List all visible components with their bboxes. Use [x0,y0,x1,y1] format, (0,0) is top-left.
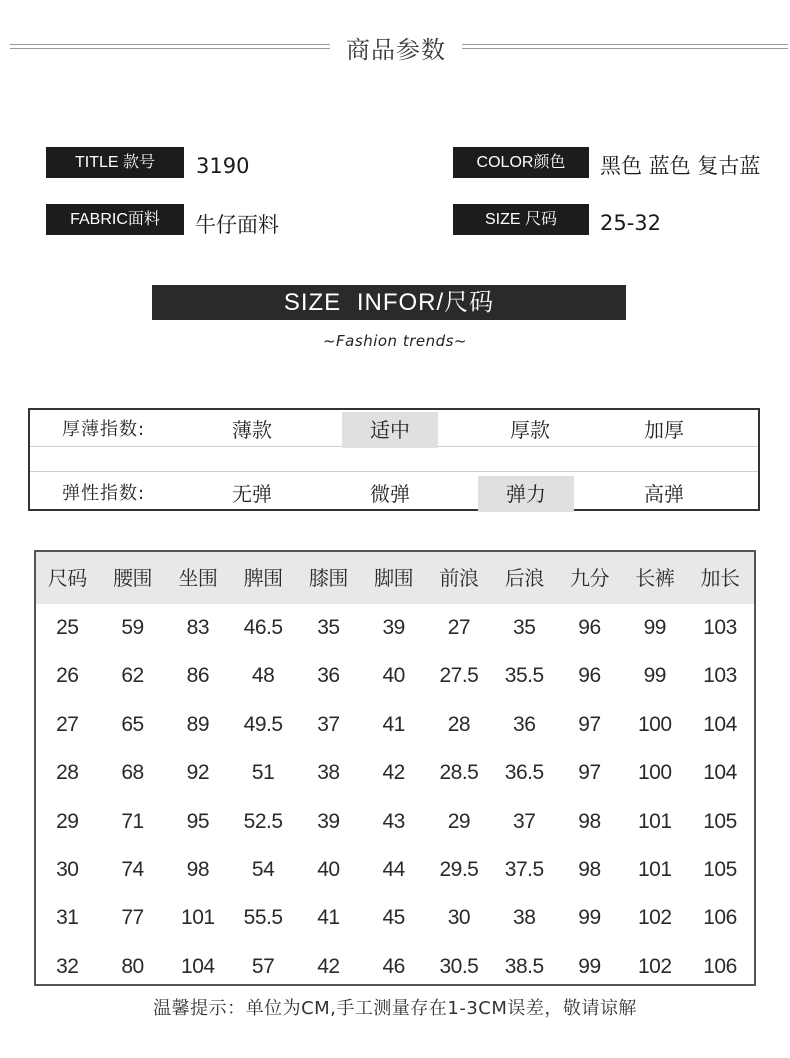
table-cell: 102 [637,906,672,930]
table-cell: 74 [121,858,144,881]
table-cell: 37 [317,712,340,736]
table-cell: 44 [382,858,405,881]
measurement-note: 温馨提示：单位为CM,手工测量存在1-3CM误差，敬请谅解 [153,998,637,1019]
title-value: 3190 [196,154,250,178]
table-cell: 98 [186,858,209,881]
table-cell: 48 [251,664,275,688]
column-header: 九分 [569,566,609,590]
table-cell: 101 [637,809,672,833]
table-cell: 25 [56,616,79,639]
table-cell: 43 [382,809,405,833]
table-cell: 51 [251,761,275,785]
table-row [36,798,754,846]
thickness-option-thin: 薄款 [232,418,272,442]
table-row [36,701,754,749]
table-cell: 40 [382,664,405,688]
table-cell: 57 [251,954,275,978]
table-cell: 39 [382,616,405,639]
table-cell: 89 [186,712,209,736]
column-header: 坐围 [178,566,218,590]
thickness-option-medium: 适中 [342,412,438,448]
table-cell: 39 [317,809,340,833]
table-cell: 92 [186,761,209,785]
table-cell: 35 [317,616,340,639]
table-cell: 42 [382,761,405,785]
table-cell: 42 [317,954,340,978]
table-cell: 36 [513,712,536,736]
table-cell: 65 [121,712,144,736]
table-cell: 28 [447,712,471,736]
table-cell: 97 [578,761,601,785]
table-cell: 32 [56,954,79,978]
table-cell: 105 [703,858,737,881]
table-cell: 38.5 [504,954,544,978]
color-tag: COLOR颜色 [453,147,589,178]
table-cell: 46.5 [243,616,283,639]
title-tag: TITLE 款号 [46,147,184,178]
elasticity-option-none: 无弹 [232,482,272,506]
table-cell: 104 [181,954,215,978]
table-row [36,604,754,652]
table-row [36,846,754,894]
column-header: 前浪 [439,566,479,590]
table-cell: 101 [181,906,215,930]
table-cell: 54 [251,858,275,881]
header-divider-left [10,44,330,49]
table-row [36,652,754,700]
header-divider-right [462,44,788,49]
column-header: 膝围 [308,566,348,590]
color-value: 黑色 蓝色 复古蓝 [600,154,761,178]
table-cell: 27 [56,712,79,736]
table-cell: 99 [643,616,666,639]
table-cell: 99 [643,664,666,688]
fabric-value: 牛仔面料 [195,213,279,237]
table-cell: 98 [578,858,601,881]
table-cell: 26 [56,664,79,688]
table-cell: 96 [578,616,601,639]
size-value: 25-32 [600,211,662,235]
table-cell: 98 [578,809,601,833]
index-panel [28,408,760,511]
table-cell: 55.5 [243,906,283,930]
table-cell: 52.5 [243,809,283,833]
table-cell: 100 [637,761,672,785]
column-header: 脚围 [374,566,414,590]
table-cell: 96 [578,664,601,688]
column-header: 长裤 [635,566,675,590]
thickness-row [30,412,758,448]
table-cell: 80 [121,954,144,978]
elasticity-label: 弹性指数: [62,483,146,504]
table-cell: 40 [317,858,340,881]
elasticity-option-stretch: 弹力 [478,476,574,512]
table-cell: 29 [447,809,471,833]
table-cell: 100 [637,712,672,736]
table-cell: 103 [703,616,737,639]
table-cell: 101 [637,858,672,881]
column-header: 加长 [700,566,740,590]
table-cell: 104 [703,761,737,785]
table-cell: 99 [578,954,601,978]
table-cell: 99 [578,906,601,930]
table-cell: 77 [121,906,144,930]
table-cell: 27.5 [439,664,479,688]
table-cell: 36 [317,664,340,688]
table-cell: 45 [382,906,405,930]
fashion-trends-subtitle: ~Fashion trends~ [322,332,468,350]
table-cell: 46 [382,954,405,978]
table-row [36,894,754,942]
page-title: 商品参数 [346,36,446,64]
table-cell: 106 [703,906,737,930]
table-cell: 95 [186,809,209,833]
table-cell: 103 [703,664,737,688]
column-header: 腰围 [113,566,153,590]
thickness-label: 厚薄指数: [62,419,146,440]
table-cell: 38 [513,906,536,930]
size-table-header [36,552,754,604]
table-cell: 86 [186,664,209,688]
table-cell: 36.5 [504,761,544,785]
elasticity-option-high: 高弹 [644,482,684,506]
elasticity-row [30,476,758,512]
table-cell: 41 [317,906,340,930]
table-cell: 106 [703,954,737,978]
column-header: 脾围 [243,566,283,590]
table-cell: 59 [121,616,144,639]
table-cell: 30.5 [439,954,479,978]
table-cell: 35.5 [504,664,544,688]
thickness-option-thick: 厚款 [510,418,550,442]
table-cell: 71 [121,809,144,833]
table-cell: 27 [447,616,471,639]
table-cell: 102 [637,954,672,978]
table-cell: 83 [186,616,209,639]
table-cell: 104 [703,712,737,736]
table-cell: 41 [382,712,405,736]
fabric-tag: FABRIC面料 [46,204,184,235]
thickness-option-extra-thick: 加厚 [644,418,684,442]
index-divider [30,446,758,472]
table-cell: 38 [317,761,340,785]
elasticity-option-slight: 微弹 [370,482,410,506]
table-cell: 35 [513,616,536,639]
table-cell: 30 [447,906,471,930]
table-cell: 49.5 [243,712,283,736]
table-cell: 31 [56,906,79,930]
size-table [34,550,756,986]
table-cell: 62 [121,664,144,688]
column-header: 尺码 [47,566,87,590]
table-cell: 97 [578,712,601,736]
table-row [36,749,754,797]
size-tag: SIZE 尺码 [453,204,589,235]
table-cell: 105 [703,809,737,833]
table-cell: 29 [56,809,79,833]
table-cell: 28 [56,761,79,785]
table-cell: 29.5 [439,858,479,881]
size-info-banner: SIZE INFOR/尺码 [152,285,626,320]
table-cell: 30 [56,858,79,881]
table-cell: 28.5 [439,761,479,785]
column-header: 后浪 [504,566,544,590]
table-row [36,943,754,991]
table-cell: 37.5 [504,858,544,881]
table-cell: 37 [513,809,536,833]
table-cell: 68 [121,761,144,785]
